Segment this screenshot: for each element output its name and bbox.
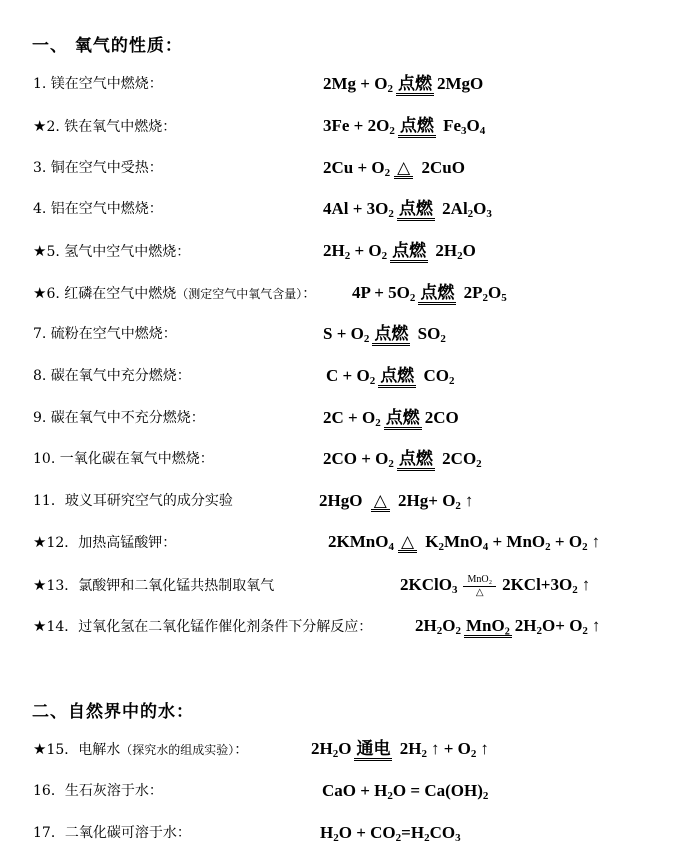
chemical-equation (323, 236, 476, 266)
subscript: 2 (388, 208, 394, 220)
chemical-equation (400, 570, 590, 600)
subscript: 2 (438, 541, 445, 553)
formula-text: MnO (444, 532, 483, 551)
section-heading: 一、 氧气的性质： (32, 36, 183, 56)
chemical-equation (323, 194, 492, 224)
reaction-condition: MnO₂ (464, 617, 512, 638)
formula-text: 2KMnO (328, 532, 389, 551)
formula-text: 4P + 5O (352, 283, 410, 302)
reaction-condition: 点燃 (390, 242, 428, 263)
subscript: 2 (424, 832, 430, 844)
gas-arrow-icon: ↑ (591, 616, 601, 635)
chemical-equation (328, 527, 600, 557)
formula-text: CO (429, 823, 456, 842)
star-marker: ★ (33, 117, 47, 135)
formula-text: O (442, 616, 456, 635)
subscript: 2 (482, 790, 489, 802)
subscript: 2 (387, 790, 393, 802)
subscript: 4 (482, 541, 489, 553)
formula-text: SO (413, 324, 441, 343)
equation-row (0, 236, 698, 266)
equation-row (0, 818, 698, 848)
formula-text: 2KClO (400, 575, 452, 594)
heat-triangle-icon: △ (371, 493, 390, 512)
reaction-label (33, 153, 163, 183)
subscript: 2 (467, 208, 474, 220)
heat-triangle-icon: △ (398, 534, 417, 553)
formula-text: 2H (431, 241, 458, 260)
formula-text: 2H (514, 616, 537, 635)
gas-arrow-icon: ↑ (480, 739, 489, 758)
reaction-condition: 点燃 (397, 450, 435, 471)
reaction-condition: 通电 (354, 740, 392, 761)
formula-text: =H (401, 823, 425, 842)
chemical-equation (323, 69, 483, 99)
subscript: 2 (545, 541, 551, 553)
reaction-label (33, 236, 190, 267)
subscript: 2 (440, 333, 446, 345)
formula-text: Fe (438, 116, 462, 135)
heat-triangle-icon: △ (475, 586, 484, 598)
formula-text: 2H (311, 739, 333, 758)
subscript: 2 (482, 292, 488, 304)
star-marker: ★ (33, 284, 47, 302)
label-text: 7. 硫粉在空气中燃烧： (33, 326, 177, 342)
formula-text: 2H (415, 616, 437, 635)
label-colon: ： (302, 286, 317, 302)
reaction-label (33, 611, 372, 642)
subscript: 2 (363, 333, 370, 345)
formula-text: + MnO (488, 532, 546, 551)
subscript: 2 (421, 748, 427, 760)
subscript: 2 (375, 417, 381, 429)
equation-row (0, 776, 698, 806)
subscript: 4 (388, 541, 394, 553)
formula-text: S + O (323, 324, 364, 343)
reaction-condition: 点燃 (418, 284, 456, 305)
formula-text: 2HgO (319, 491, 367, 510)
star-marker: ★ (33, 576, 47, 594)
formula-text: + O (439, 739, 471, 758)
reaction-label (33, 570, 274, 601)
catalyst-label: MnO₂ (463, 575, 496, 587)
formula-text: 2H (323, 241, 345, 260)
formula-text: CaO + H (322, 781, 388, 800)
subscript: 2 (436, 625, 443, 637)
label-text: 17．二氧化碳可溶于水： (33, 825, 191, 841)
formula-text: O (462, 241, 476, 260)
formula-text: O = Ca(OH) (392, 781, 483, 800)
formula-text: + O (350, 241, 382, 260)
subscript: 2 (387, 83, 393, 95)
label-text: 3. 铜在空气中受热： (33, 160, 163, 176)
subscript: 2 (457, 250, 463, 262)
equation-row (0, 611, 698, 641)
equation-row (0, 111, 698, 141)
heat-triangle-icon: △ (394, 160, 413, 179)
chemical-equation (415, 611, 600, 641)
formula-text: 2H (395, 739, 422, 758)
reaction-label (33, 818, 191, 848)
subscript: 3 (461, 125, 467, 137)
subscript: 2 (381, 250, 388, 262)
formula-text: 2KCl+3O (502, 575, 573, 594)
reaction-label (33, 361, 191, 391)
label-text: 4. 铝在空气中燃烧： (33, 201, 163, 217)
chemical-equation (311, 734, 489, 764)
reaction-label (33, 776, 163, 806)
subscript: 2 (536, 625, 543, 637)
subscript: 2 (572, 584, 578, 596)
label-note: （测定空气中氧气含量） (176, 287, 303, 301)
subscript: 2 (333, 832, 339, 844)
star-marker: ★ (33, 242, 47, 260)
label-text: 5. 氢气中空气中燃烧： (46, 244, 191, 260)
equation-row (0, 153, 698, 183)
gas-arrow-icon: ↑ (591, 532, 601, 551)
equation-row (0, 403, 698, 433)
section-heading: 二、自然界中的水： (32, 702, 194, 722)
reaction-label (33, 527, 176, 558)
formula-text: 2Cu + O (323, 158, 385, 177)
formula-text: 2P (459, 283, 483, 302)
reaction-label (33, 486, 233, 516)
formula-text: O (466, 116, 480, 135)
formula-text: 3Fe + 2O (323, 116, 390, 135)
label-text: 2. 铁在氧气中燃烧： (46, 119, 177, 135)
catalyst-condition (463, 575, 496, 598)
chemical-equation (322, 776, 488, 806)
subscript: 2 (332, 748, 339, 760)
chemical-equation (326, 361, 454, 391)
formula-text: 2CO + O (323, 449, 389, 468)
subscript: 4 (479, 125, 486, 137)
star-marker: ★ (33, 617, 47, 635)
reaction-condition: 点燃 (397, 200, 435, 221)
subscript: 2 (448, 375, 455, 387)
gas-arrow-icon: ↑ (464, 491, 474, 510)
formula-text: CO (419, 366, 449, 385)
subscript: 2 (389, 125, 395, 137)
subscript: 2 (476, 458, 482, 470)
label-note: （探究水的组成实验） (120, 743, 235, 757)
formula-text: 2CuO (417, 158, 465, 177)
formula-text: C + O (326, 366, 370, 385)
gas-arrow-icon: ↑ (581, 575, 591, 594)
formula-text: 4Al + 3O (323, 199, 389, 218)
formula-text: H (320, 823, 334, 842)
formula-text: K (421, 532, 439, 551)
subscript: 2 (582, 625, 588, 637)
chemical-equation (319, 486, 473, 516)
subscript: 2 (384, 167, 391, 179)
chemical-equation (352, 278, 507, 308)
formula-text: O (338, 739, 352, 758)
subscript: 3 (486, 208, 492, 220)
chemical-equation (323, 319, 446, 349)
chemical-equation (323, 403, 459, 433)
subscript: 2 (369, 375, 376, 387)
subscript: 5 (501, 292, 507, 304)
equation-row (0, 734, 698, 764)
label-colon: ： (234, 742, 249, 758)
reaction-condition: 点燃 (372, 325, 410, 346)
subscript: 2 (455, 625, 461, 637)
equation-row (0, 527, 698, 557)
reaction-condition: 点燃 (384, 409, 422, 430)
reaction-label (33, 69, 163, 99)
equation-row (0, 194, 698, 224)
reaction-condition: 点燃 (398, 117, 436, 138)
subscript: 3 (451, 584, 458, 596)
formula-text: 2Al (437, 199, 468, 218)
formula-text: 2Hg+ O (393, 491, 456, 510)
formula-text: 2Mg + O (323, 74, 388, 93)
chemical-equation (320, 818, 461, 848)
subscript: 2 (470, 748, 477, 760)
star-marker: ★ (33, 740, 47, 758)
reaction-label (33, 403, 205, 433)
chemical-equation (323, 444, 482, 474)
label-text: 6. 红磷在空气中燃烧 (46, 286, 177, 302)
reaction-label (33, 278, 316, 309)
formula-text: 2MgO (436, 74, 484, 93)
subscript: 2 (455, 500, 461, 512)
equation-row (0, 69, 698, 99)
equation-row (0, 486, 698, 516)
equation-row (0, 570, 698, 600)
formula-text: O+ O (542, 616, 583, 635)
label-text: 12．加热高锰酸钾： (46, 535, 177, 551)
chemical-equation (323, 111, 485, 141)
gas-arrow-icon: ↑ (430, 739, 440, 758)
subscript: 2 (582, 541, 588, 553)
equation-row (0, 444, 698, 474)
formula-text: 2CO (437, 449, 477, 468)
label-text: 11．玻义耳研究空气的成分实验 (33, 493, 233, 509)
subscript: 2 (395, 832, 402, 844)
subscript: 2 (409, 292, 416, 304)
chemical-equation (323, 153, 465, 183)
subscript: 2 (388, 458, 394, 470)
label-text: 14．过氧化氢在二氧化锰作催化剂条件下分解反应： (46, 619, 373, 635)
label-text: 10. 一氧化碳在氧气中燃烧： (33, 451, 214, 467)
label-text: 9. 碳在氧气中不充分燃烧： (33, 410, 205, 426)
label-text: 8. 碳在氧气中充分燃烧： (33, 368, 191, 384)
formula-text: O (488, 283, 502, 302)
reaction-label (33, 194, 163, 224)
equation-row (0, 319, 698, 349)
formula-text: + O (550, 532, 583, 551)
formula-text: O (473, 199, 487, 218)
label-text: 15．电解水 (46, 742, 121, 758)
formula-text: 2C + O (323, 408, 376, 427)
subscript: 3 (455, 832, 461, 844)
reaction-condition: 点燃 (396, 75, 434, 96)
label-text: 16．生石灰溶于水： (33, 783, 163, 799)
subscript: 2 (344, 250, 351, 262)
reaction-label (33, 319, 177, 349)
label-text: 13．氯酸钾和二氧化锰共热制取氧气 (46, 578, 275, 594)
reaction-condition: 点燃 (378, 367, 416, 388)
reaction-label (33, 734, 248, 765)
star-marker: ★ (33, 533, 47, 551)
label-text: 1. 镁在空气中燃烧： (33, 76, 163, 92)
reaction-label (33, 111, 176, 142)
equation-row (0, 278, 698, 308)
formula-text: O + CO (338, 823, 396, 842)
equation-row (0, 361, 698, 391)
formula-text: 2CO (424, 408, 459, 427)
reaction-label (33, 444, 214, 474)
